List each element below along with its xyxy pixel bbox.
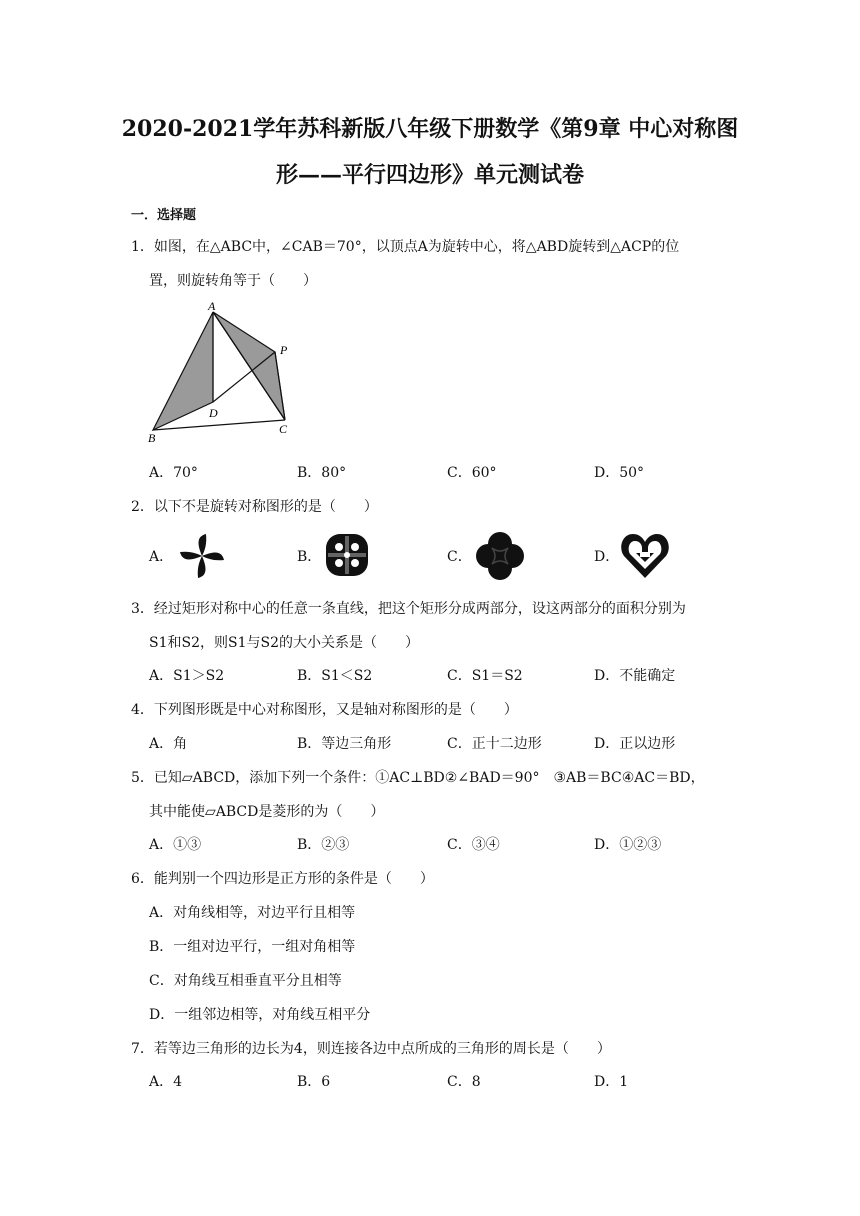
question-3-line-1: 3．经过矩形对称中心的任意一条直线，把这个矩形分成两部分，设这两部分的面积分别为 bbox=[131, 601, 686, 617]
q7-option-c[interactable]: C．8 bbox=[447, 1074, 481, 1090]
question-3-line-2: S1和S2，则S1与S2的大小关系是（ ） bbox=[149, 635, 419, 651]
q1-option-b[interactable]: B．80° bbox=[297, 465, 347, 481]
q1-option-c[interactable]: C．60° bbox=[447, 465, 497, 481]
flower-icon bbox=[474, 530, 526, 582]
question-1-line-1: 1．如图，在△ABC中，∠CAB＝70°，以顶点A为旋转中心，将△ABD旋转到△ACP的位 bbox=[131, 239, 680, 255]
q2-option-b[interactable]: B． bbox=[297, 549, 322, 565]
q7-option-b[interactable]: B．6 bbox=[297, 1074, 331, 1090]
question-7-line-1: 7．若等边三角形的边长为4，则连接各边中点所成的三角形的周长是（ ） bbox=[131, 1041, 611, 1057]
q3-option-a[interactable]: A．S1＞S2 bbox=[149, 668, 225, 684]
title-line-1: 2020-2021学年苏科新版八年级下册数学《第9章 中心对称图 bbox=[121, 116, 739, 142]
q4-option-d[interactable]: D．正以边形 bbox=[594, 736, 676, 752]
label-p: P bbox=[280, 343, 288, 357]
question-4-line-1: 4．下列图形既是中心对称图形，又是轴对称图形的是（ ） bbox=[131, 702, 518, 718]
triangle-rotation-figure bbox=[140, 300, 310, 450]
label-b: B bbox=[148, 431, 156, 445]
q6-option-a[interactable]: A．对角线相等，对边平行且相等 bbox=[149, 905, 356, 921]
q3-option-c[interactable]: C．S1＝S2 bbox=[447, 668, 523, 684]
section-heading: 一．选择题 bbox=[131, 208, 197, 223]
q1-option-d[interactable]: D．50° bbox=[594, 465, 645, 481]
label-d: D bbox=[209, 406, 218, 420]
q6-option-b[interactable]: B．一组对边平行，一组对角相等 bbox=[149, 939, 356, 955]
q5-option-a[interactable]: A．①③ bbox=[149, 837, 202, 853]
pinwheel-icon bbox=[176, 532, 228, 580]
q2-option-a[interactable]: A． bbox=[149, 549, 174, 565]
label-a: A bbox=[208, 300, 216, 313]
knot-icon bbox=[322, 530, 372, 580]
q6-option-c[interactable]: C．对角线互相垂直平分且相等 bbox=[149, 973, 342, 989]
q3-option-b[interactable]: B．S1＜S2 bbox=[297, 668, 373, 684]
label-c: C bbox=[279, 422, 288, 436]
question-5-line-2: 其中能使▱ABCD是菱形的为（ ） bbox=[149, 804, 385, 820]
question-6-line-1: 6．能判别一个四边形是正方形的条件是（ ） bbox=[131, 871, 434, 887]
q1-option-a[interactable]: A．70° bbox=[149, 465, 198, 481]
question-1-line-2: 置，则旋转角等于（ ） bbox=[149, 273, 317, 289]
q6-option-d[interactable]: D．一组邻边相等，对角线互相平分 bbox=[149, 1007, 371, 1023]
q4-option-a[interactable]: A．角 bbox=[149, 736, 188, 752]
q2-option-c[interactable]: C． bbox=[447, 549, 472, 565]
q4-option-b[interactable]: B．等边三角形 bbox=[297, 736, 392, 752]
title-line-2: 形——平行四边形》单元测试卷 bbox=[275, 162, 584, 188]
q5-option-c[interactable]: C．③④ bbox=[447, 837, 500, 853]
question-5-line-1: 5．已知▱ABCD，添加下列一个条件：①AC⊥BD②∠BAD＝90° ③AB＝BC④AC＝BD， bbox=[131, 770, 705, 786]
q3-option-d[interactable]: D．不能确定 bbox=[594, 668, 676, 684]
q5-option-b[interactable]: B．②③ bbox=[297, 837, 350, 853]
q2-option-d[interactable]: D． bbox=[594, 549, 620, 565]
q4-option-c[interactable]: C．正十二边形 bbox=[447, 736, 542, 752]
q5-option-d[interactable]: D．①②③ bbox=[594, 837, 662, 853]
q7-option-a[interactable]: A．4 bbox=[149, 1074, 183, 1090]
question-2-line-1: 2．以下不是旋转对称图形的是（ ） bbox=[131, 499, 378, 515]
heart-pattern-icon bbox=[618, 530, 672, 582]
q7-option-d[interactable]: D．1 bbox=[594, 1074, 629, 1090]
